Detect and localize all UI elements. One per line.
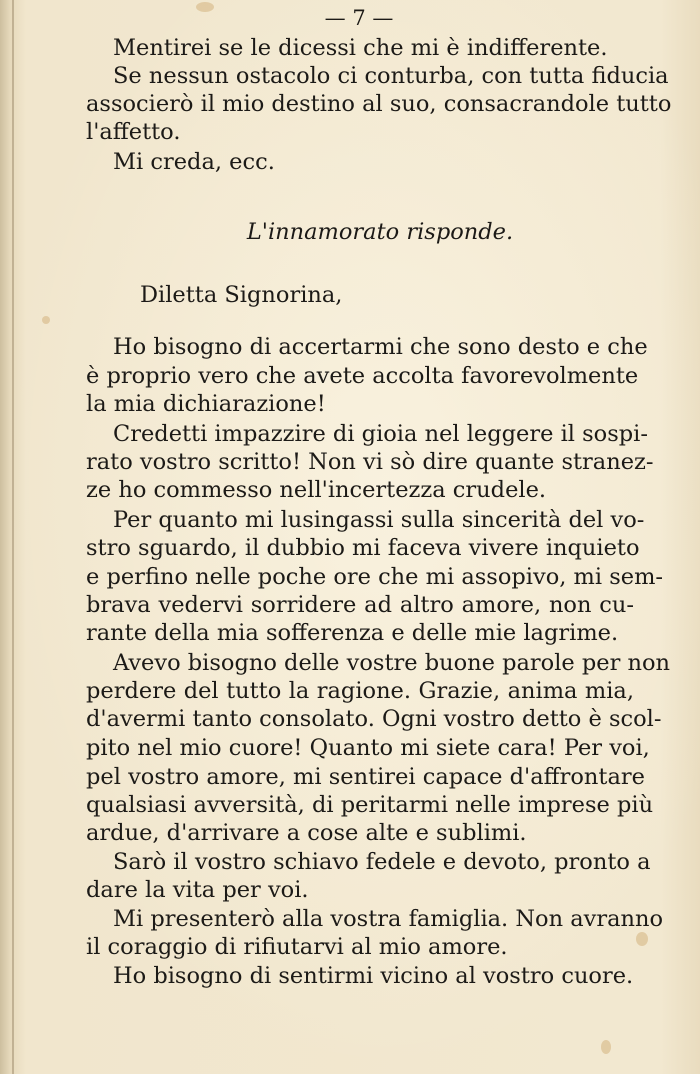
text-line: Ho bisogno di sentirmi vicino al vostro cuore. bbox=[113, 963, 634, 989]
text-line: Mentirei se le dicessi che mi è indifferente. bbox=[113, 35, 608, 61]
text-line: e perfino nelle poche ore che mi assopivo, mi sem- bbox=[86, 564, 664, 590]
text-line: ardue, d'arrivare a cose alte e sublimi. bbox=[86, 820, 527, 846]
text-line: dare la vita per voi. bbox=[86, 877, 309, 903]
text-line: brava vedervi sorridere ad altro amore, non cu- bbox=[86, 592, 634, 618]
foxing-spot bbox=[601, 1040, 611, 1054]
text-line: la mia dichiarazione! bbox=[86, 391, 326, 417]
text-line: Credetti impazzire di gioia nel leggere il sospi- bbox=[113, 421, 648, 447]
text-line: è proprio vero che avete accolta favorevolmente bbox=[86, 363, 639, 389]
section-heading: L'innamorato risponde. bbox=[246, 219, 514, 245]
text-line: Sarò il vostro schiavo fedele e devoto, pronto a bbox=[113, 849, 651, 875]
text-line: ze ho commesso nell'incertezza crudele. bbox=[86, 477, 547, 503]
salutation: Diletta Signorina, bbox=[140, 282, 343, 308]
page-edge bbox=[12, 0, 14, 1074]
text-line: d'avermi tanto consolato. Ogni vostro detto è scol- bbox=[86, 706, 662, 732]
text-line: qualsiasi avversità, di peritarmi nelle imprese più bbox=[86, 792, 654, 818]
text-line: stro sguardo, il dubbio mi faceva vivere inquieto bbox=[86, 535, 640, 561]
foxing-spot bbox=[636, 932, 648, 946]
text-line: pito nel mio cuore! Quanto mi siete cara! Per voi, bbox=[86, 735, 650, 761]
text-line: associerò il mio destino al suo, consacrandole tutto bbox=[86, 91, 672, 117]
text-line: l'affetto. bbox=[86, 119, 181, 145]
text-line: rante della mia sofferenza e delle mie lagrime. bbox=[86, 620, 619, 646]
text-line: Avevo bisogno delle vostre buone parole per non bbox=[113, 650, 671, 676]
text-line: Mi creda, ecc. bbox=[113, 149, 275, 175]
page-number: — 7 — bbox=[324, 6, 394, 30]
text-line: perdere del tutto la ragione. Grazie, anima mia, bbox=[86, 678, 634, 704]
text-line: il coraggio di rifiutarvi al mio amore. bbox=[86, 934, 508, 960]
text-line: Se nessun ostacolo ci conturba, con tutta fiducia bbox=[113, 63, 669, 89]
text-line: Ho bisogno di accertarmi che sono desto e che bbox=[113, 334, 648, 360]
text-line: Per quanto mi lusingassi sulla sincerità del vo- bbox=[113, 507, 645, 533]
text-line: pel vostro amore, mi sentirei capace d'affrontare bbox=[86, 764, 645, 790]
foxing-spot bbox=[42, 316, 50, 324]
text-line: Mi presenterò alla vostra famiglia. Non avranno bbox=[113, 906, 664, 932]
text-line: rato vostro scritto! Non vi sò dire quante stranez- bbox=[86, 449, 654, 475]
